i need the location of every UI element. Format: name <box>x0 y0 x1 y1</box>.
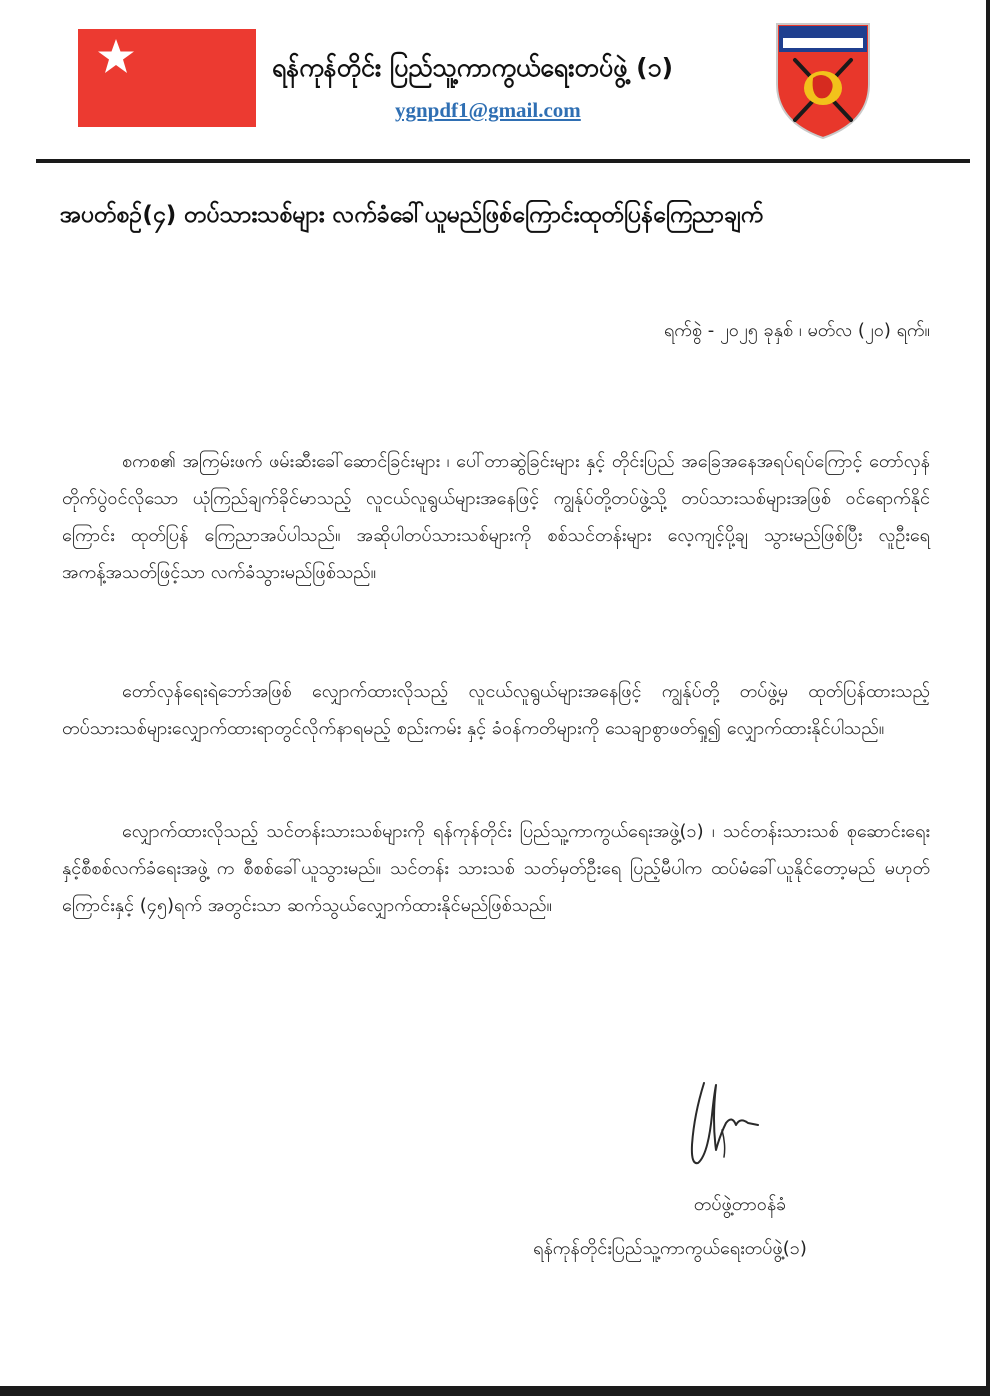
paragraph-1: စကစ၏ အကြမ်းဖက် ဖမ်းဆီးခေါ်ဆောင်ခြင်းများ ၊ ပေါ်တာဆွဲခြင်းများ နှင့် တိုင်းပြည် အခြေအနေအရပ်ရပ်ကြောင့် တော်လှန်တိုက်ပွဲဝင်လိုသော ယုံကြည်ချက်ခိုင်မာသည့် လူငယ်လူရွယ်များအနေဖြင့် ကျွန်ုပ်တို့တပ်ဖွဲ့သို့ တပ်သားသစ်များအဖြစ် ဝင်ရောက်နိုင်ကြောင်း ထုတ်ပြန် ကြေညာအပ်ပါသည်။ အဆိုပါတပ်သားသစ်များကို စစ်သင်တန်းများ လေ့ကျင့်ပို့ချ သွားမည်ဖြစ်ပြီး လူဦးရေအကန့်အသတ်ဖြင့်သာ လက်ခံသွားမည်ဖြစ်သည်။ <box>62 451 930 583</box>
handwritten-signature <box>682 1075 762 1170</box>
paragraph-3: လျှောက်ထားလိုသည့် သင်တန်းသားသစ်များကို ရန်ကုန်တိုင်း ပြည်သူ့ကာကွယ်ရေးအဖွဲ့(၁) ၊ သင်တန်းသားသစ် စုဆောင်းရေးနှင့်စီစစ်လက်ခံရေးအဖွဲ့ က စီစစ်ခေါ်ယူသွားမည်။ သင်တန်း သားသစ် သတ်မှတ်ဦးရေ ပြည့်မီပါက ထပ်မံခေါ်ယူနိုင်တော့မည် မဟုတ်ကြောင်းနှင့် (၄၅)ရက် အတွင်းသာ ဆက်သွယ်လျှောက်ထားနိုင်မည်ဖြစ်သည်။ <box>62 821 930 916</box>
document-title: အပတ်စဉ်(၄) တပ်သားသစ်များ လက်ခံခေါ်ယူမည်ဖြစ်ကြောင်းထုတ်ပြန်ကြေညာချက် <box>60 202 764 228</box>
star-icon <box>96 37 136 77</box>
flag-image <box>78 29 256 127</box>
emblem-logo <box>773 22 873 140</box>
page-edge-bottom <box>0 1386 990 1396</box>
signatory-organization: ရန်ကုန်တိုင်းပြည်သူ့ကာကွယ်ရေးတပ်ဖွဲ့(၁) <box>533 1238 807 1259</box>
email-link[interactable]: ygnpdf1@gmail.com <box>395 98 581 122</box>
paragraph-2: တော်လှန်ရေးရဲဘော်အဖြစ် လျှောက်ထားလိုသည့် လူငယ်လူရွယ်များအနေဖြင့် ကျွန်ုပ်တို့ တပ်ဖွဲ့မှ ထုတ်ပြန်ထားသည့် တပ်သားသစ်များလျှောက်ထားရာတွင်လိုက်နာရမည့် စည်းကမ်း နှင့် ခံဝန်ကတိများကို သေချာစွာဖတ်ရှု၍ လျှောက်ထားနိုင်ပါသည်။ <box>62 681 930 739</box>
signatory-title: တပ်ဖွဲ့တာဝန်ခံ <box>693 1194 787 1215</box>
page-edge-right <box>986 0 990 1396</box>
header-divider <box>36 159 970 163</box>
organization-name: ရန်ကုန်တိုင်း ပြည်သူ့ကာကွယ်ရေးတပ်ဖွဲ့ (၁) <box>272 53 674 82</box>
document-date: ရက်စွဲ - ၂၀၂၅ ခုနှစ် ၊ မတ်လ (၂၀) ရက်။ <box>663 320 930 341</box>
